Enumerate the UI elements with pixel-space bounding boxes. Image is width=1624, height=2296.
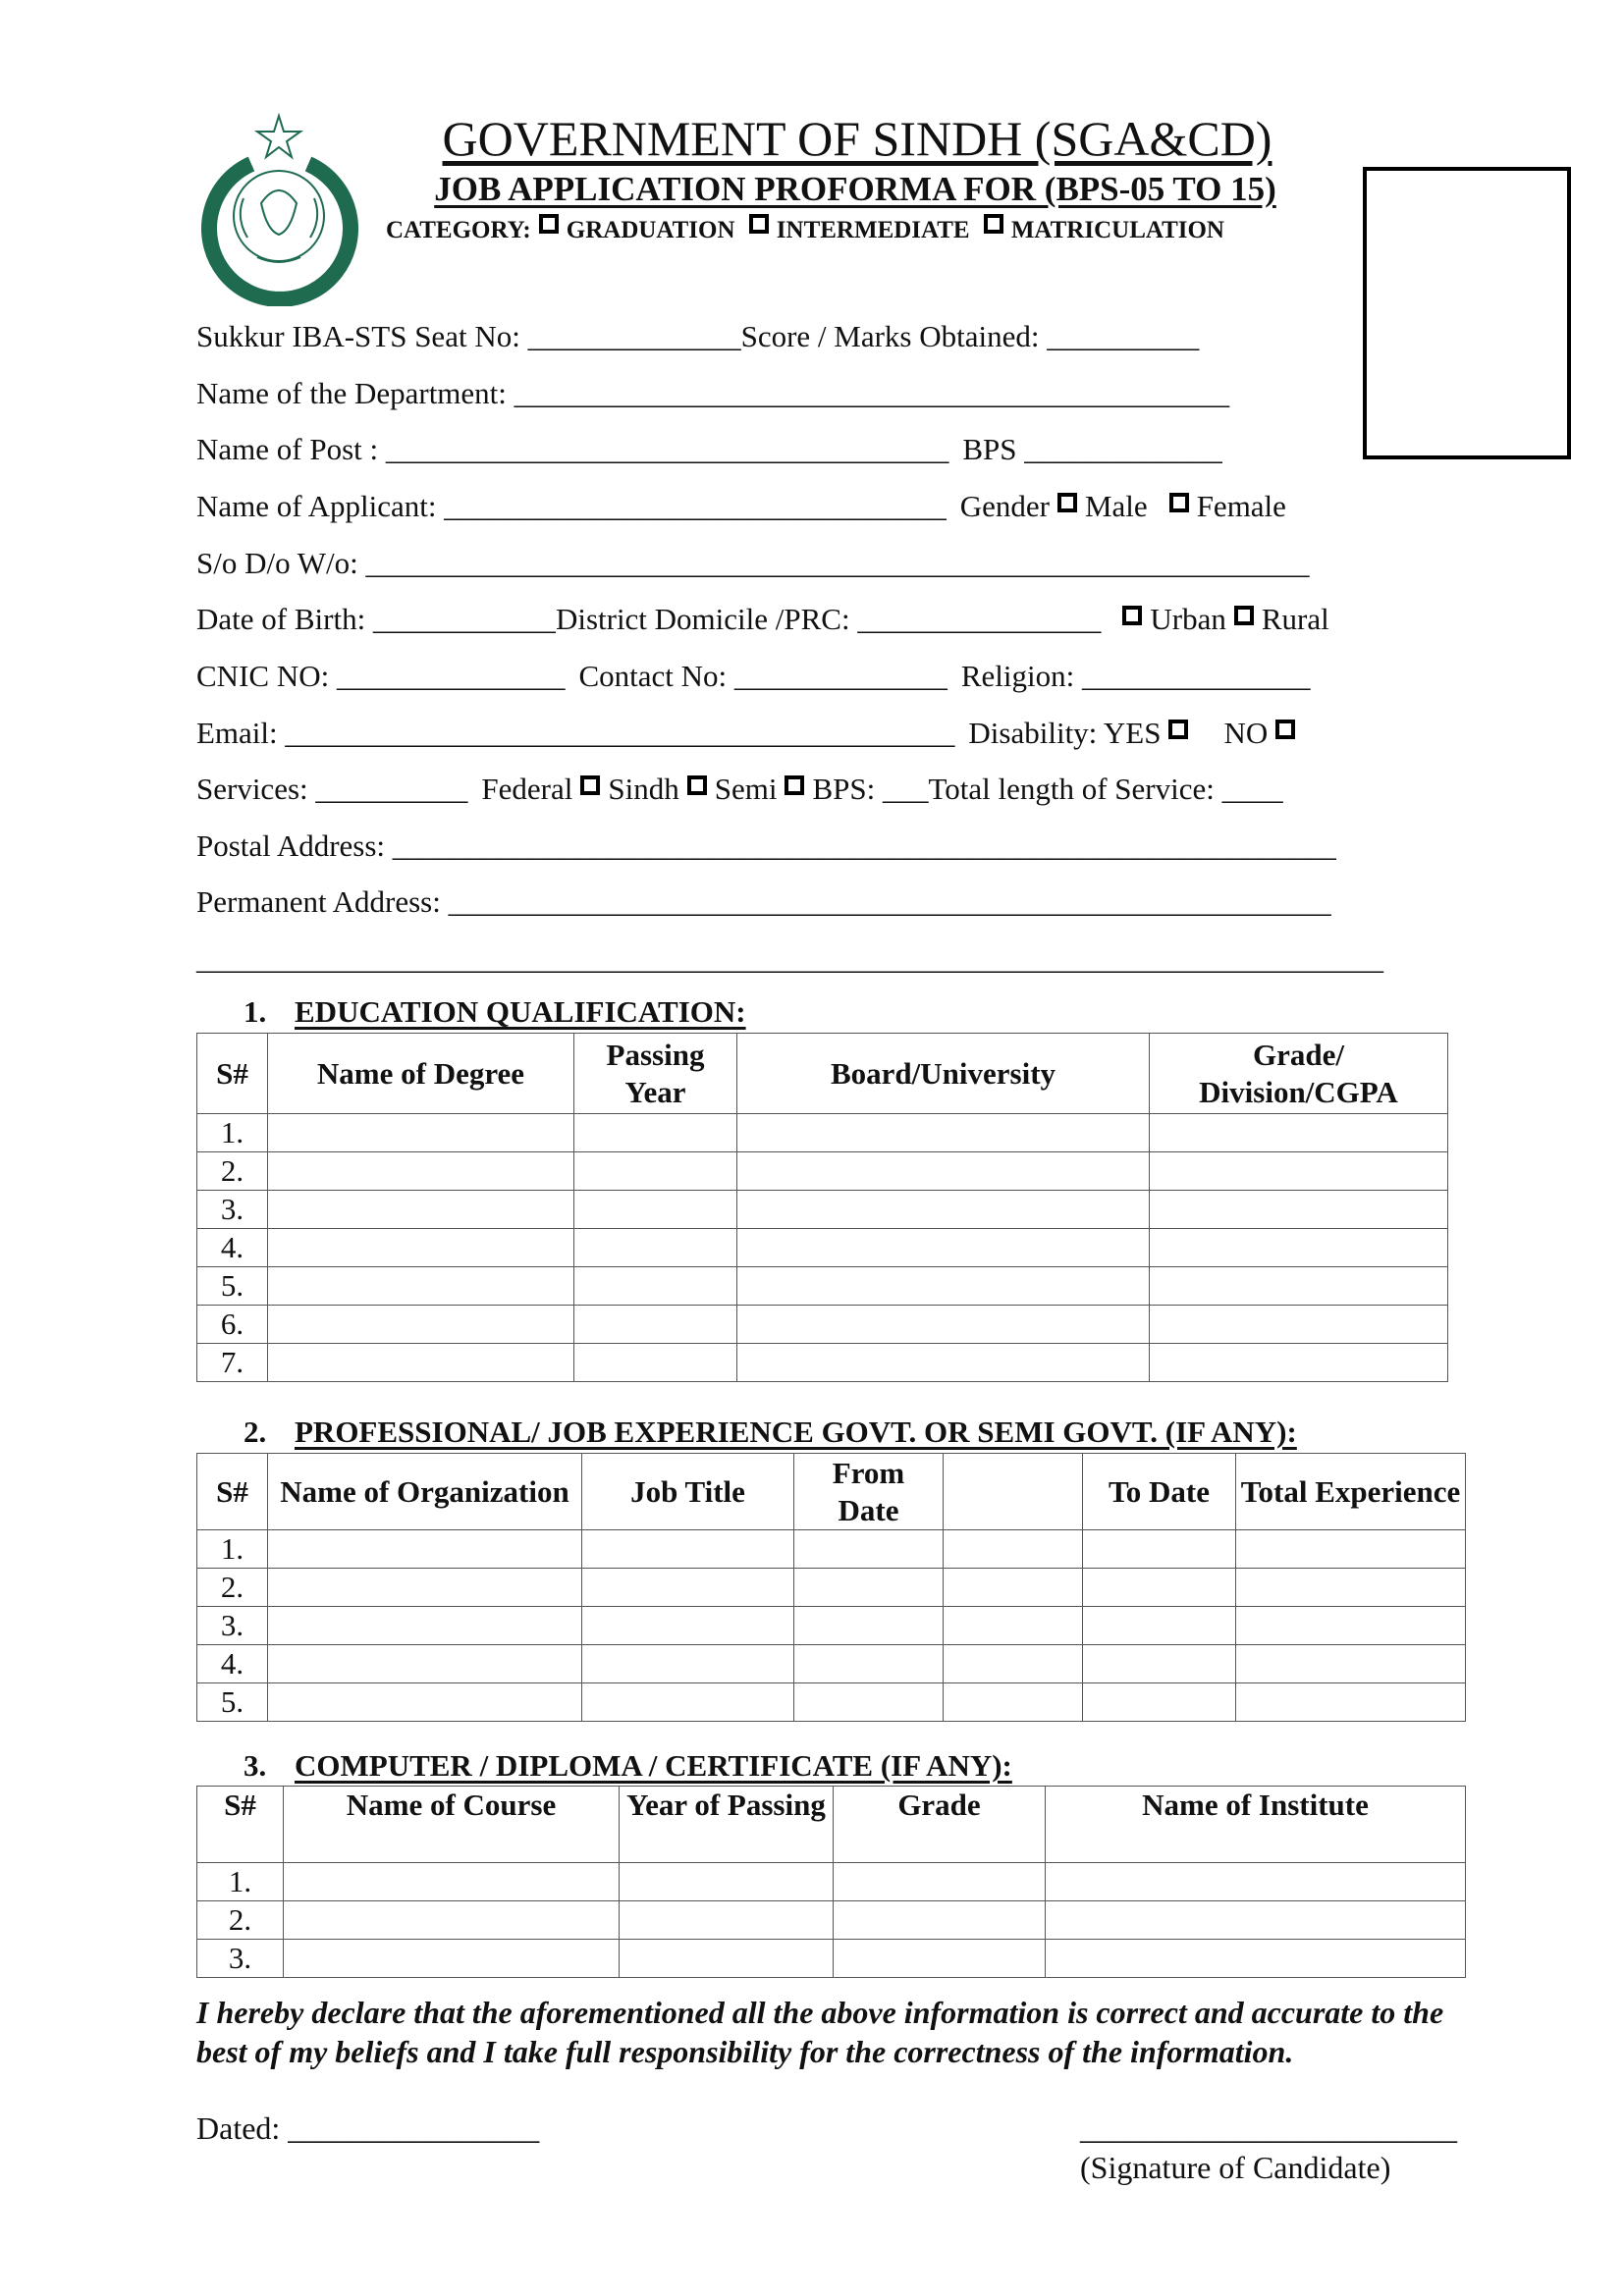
col-job-title: Job Title <box>582 1454 794 1530</box>
signature-line[interactable]: ________________________ <box>1080 2110 1457 2146</box>
category-intermediate-checkbox[interactable] <box>749 214 769 234</box>
table-row <box>197 1306 1448 1344</box>
sindh-label: Sindh <box>608 772 679 806</box>
table-row <box>197 1569 1466 1607</box>
row-number: 2. <box>197 1152 268 1191</box>
col-sn: S# <box>197 1787 284 1863</box>
experience-number: 2. <box>244 1415 267 1449</box>
table-cell[interactable] <box>1046 1901 1466 1940</box>
relation-field[interactable]: S/o D/o W/o: ______________________________________________________________ <box>196 546 1310 580</box>
col-from-date: From Date <box>794 1454 944 1530</box>
table-row <box>197 1152 1448 1191</box>
table-cell[interactable] <box>268 1306 574 1344</box>
row-number: 1. <box>197 1530 268 1569</box>
table-row <box>197 1267 1448 1306</box>
permanent-address-field[interactable]: Permanent Address: __________________________________________________________ <box>196 884 1331 919</box>
table-cell[interactable] <box>834 1901 1046 1940</box>
dob-field[interactable]: Date of Birth: ____________ <box>196 602 556 636</box>
semi-label: Semi <box>714 772 778 806</box>
post-field[interactable]: Name of Post : _____________________________________ <box>196 432 949 466</box>
table-cell[interactable] <box>268 1229 574 1267</box>
table-row <box>197 1683 1466 1722</box>
computer-number: 3. <box>244 1748 267 1783</box>
table-cell[interactable] <box>284 1940 620 1978</box>
female-label: Female <box>1196 489 1286 523</box>
total-service-field[interactable]: Total length of Service: ____ <box>928 772 1283 806</box>
table-cell[interactable] <box>1150 1191 1448 1229</box>
table-cell[interactable] <box>574 1344 737 1382</box>
services-row <box>196 770 1283 809</box>
table-cell[interactable] <box>944 1607 1083 1645</box>
table-cell[interactable] <box>582 1569 794 1607</box>
declaration-text: I hereby declare that the aforementioned all the above information is correct and accurate to the best of my beliefs and I take full responsibility for the correctness of the information. <box>196 1995 1444 2069</box>
table-cell[interactable] <box>794 1569 944 1607</box>
table-cell[interactable] <box>834 1863 1046 1901</box>
table-cell[interactable] <box>268 1114 574 1152</box>
postal-address-field[interactable]: Postal Address: ______________________________________________________________ <box>196 828 1336 863</box>
sindh-government-emblem <box>192 110 365 306</box>
table-cell[interactable] <box>582 1607 794 1645</box>
contact-field[interactable]: Contact No: ______________ <box>578 659 947 693</box>
row-number: 1. <box>197 1114 268 1152</box>
photo-box[interactable] <box>1363 167 1571 459</box>
category-graduation-checkbox[interactable] <box>539 214 559 234</box>
table-cell[interactable] <box>284 1901 620 1940</box>
table-row <box>197 1229 1448 1267</box>
federal-label: Federal <box>481 772 573 806</box>
education-heading-text: EDUCATION QUALIFICATION: <box>295 994 746 1029</box>
table-cell[interactable] <box>1046 1940 1466 1978</box>
applicant-row <box>196 487 1286 526</box>
table-row <box>197 1901 1466 1940</box>
table-cell[interactable] <box>1083 1530 1236 1569</box>
table-row <box>197 1114 1448 1152</box>
table-cell[interactable] <box>834 1940 1046 1978</box>
table-cell[interactable] <box>794 1645 944 1683</box>
federal-checkbox[interactable] <box>580 775 600 795</box>
signature-label: (Signature of Candidate) <box>1080 2150 1391 2185</box>
table-cell[interactable] <box>737 1152 1150 1191</box>
category-intermediate-label: INTERMEDIATE <box>776 217 970 243</box>
cnic-field[interactable]: CNIC NO: _______________ <box>196 659 566 693</box>
table-row <box>197 1191 1448 1229</box>
category-matriculation-label: MATRICULATION <box>1010 217 1224 243</box>
table-cell[interactable] <box>574 1191 737 1229</box>
table-cell[interactable] <box>574 1114 737 1152</box>
col-name-of-degree: Name of Degree <box>268 1034 574 1114</box>
table-cell[interactable] <box>1083 1683 1236 1722</box>
urban-checkbox[interactable] <box>1122 606 1142 625</box>
table-cell[interactable] <box>1236 1530 1466 1569</box>
col-passing-year: Passing Year <box>574 1034 737 1114</box>
experience-heading <box>244 1415 1297 1450</box>
urban-label: Urban <box>1150 602 1226 636</box>
col-blank <box>944 1454 1083 1530</box>
table-cell[interactable] <box>944 1569 1083 1607</box>
table-cell[interactable] <box>268 1607 582 1645</box>
table-cell[interactable] <box>582 1530 794 1569</box>
email-field[interactable]: Email: ____________________________________________ <box>196 716 955 750</box>
row-number: 6. <box>197 1306 268 1344</box>
score-field[interactable]: Score / Marks Obtained: __________ <box>740 319 1200 353</box>
table-cell[interactable] <box>574 1306 737 1344</box>
row-number: 7. <box>197 1344 268 1382</box>
table-cell[interactable] <box>284 1863 620 1901</box>
applicant-field[interactable]: Name of Applicant: _________________________________ <box>196 489 947 523</box>
table-cell[interactable] <box>1083 1645 1236 1683</box>
table-cell[interactable] <box>944 1683 1083 1722</box>
row-number: 3. <box>197 1940 284 1978</box>
col-grade: Grade <box>834 1787 1046 1863</box>
table-cell[interactable] <box>1150 1114 1448 1152</box>
education-heading <box>244 994 746 1030</box>
col-year-of-passing: Year of Passing <box>620 1787 834 1863</box>
row-number: 5. <box>197 1267 268 1306</box>
table-cell[interactable] <box>268 1267 574 1306</box>
table-cell[interactable] <box>268 1152 574 1191</box>
dated-field[interactable]: Dated: ________________ <box>196 2110 540 2146</box>
row-number: 4. <box>197 1645 268 1683</box>
col-name-of-organization: Name of Organization <box>268 1454 582 1530</box>
table-cell[interactable] <box>737 1114 1150 1152</box>
table-cell[interactable] <box>794 1530 944 1569</box>
religion-field[interactable]: Religion: _______________ <box>960 659 1311 693</box>
table-cell[interactable] <box>794 1683 944 1722</box>
col-board-university: Board/University <box>737 1034 1150 1114</box>
rural-checkbox[interactable] <box>1234 606 1254 625</box>
education-table <box>196 1033 1448 1382</box>
table-cell[interactable] <box>737 1344 1150 1382</box>
table-cell[interactable] <box>268 1683 582 1722</box>
table-cell[interactable] <box>944 1530 1083 1569</box>
disability-yes-label: Disability: YES <box>968 716 1162 750</box>
table-cell[interactable] <box>268 1344 574 1382</box>
col-sn: S# <box>197 1034 268 1114</box>
table-cell[interactable] <box>1150 1344 1448 1382</box>
experience-table <box>196 1453 1466 1722</box>
services-bps-field[interactable]: BPS: ___ <box>812 772 929 806</box>
table-cell[interactable] <box>737 1191 1150 1229</box>
table-cell[interactable] <box>1083 1569 1236 1607</box>
col-name-of-institute: Name of Institute <box>1046 1787 1466 1863</box>
category-label: CATEGORY: <box>386 217 531 243</box>
table-row <box>197 1607 1466 1645</box>
category-row <box>386 214 1224 244</box>
cnic-row <box>196 657 1311 696</box>
table-cell[interactable] <box>620 1901 834 1940</box>
col-to-date: To Date <box>1083 1454 1236 1530</box>
dob-row <box>196 600 1329 639</box>
table-cell[interactable] <box>1236 1683 1466 1722</box>
male-checkbox[interactable] <box>1057 493 1077 512</box>
table-cell[interactable] <box>574 1267 737 1306</box>
email-row <box>196 714 1303 753</box>
computer-heading-text: COMPUTER / DIPLOMA / CERTIFICATE (IF ANY): <box>295 1748 1012 1783</box>
table-cell[interactable] <box>268 1569 582 1607</box>
table-cell[interactable] <box>1150 1229 1448 1267</box>
computer-heading <box>244 1748 1012 1784</box>
table-row <box>197 1645 1466 1683</box>
table-cell[interactable] <box>944 1645 1083 1683</box>
table-cell[interactable] <box>1236 1645 1466 1683</box>
table-cell[interactable] <box>737 1229 1150 1267</box>
category-matriculation-checkbox[interactable] <box>984 214 1003 234</box>
computer-table <box>196 1786 1466 1978</box>
table-cell[interactable] <box>1150 1152 1448 1191</box>
category-graduation-label: GRADUATION <box>566 217 735 243</box>
bps-field[interactable]: BPS _____________ <box>962 432 1222 466</box>
table-cell[interactable] <box>620 1863 834 1901</box>
table-cell[interactable] <box>1150 1267 1448 1306</box>
table-cell[interactable] <box>737 1306 1150 1344</box>
table-cell[interactable] <box>737 1267 1150 1306</box>
department-field[interactable]: Name of the Department: _______________________________________________ <box>196 376 1230 410</box>
table-row <box>197 1940 1466 1978</box>
page-subtitle: JOB APPLICATION PROFORMA FOR (BPS-05 TO 15) <box>434 170 1276 208</box>
rural-label: Rural <box>1261 602 1329 636</box>
semi-checkbox[interactable] <box>785 775 804 795</box>
col-sn: S# <box>197 1454 268 1530</box>
table-row <box>197 1863 1466 1901</box>
address-continuation-line[interactable]: ______________________________________________________________________________ <box>196 941 1383 976</box>
row-number: 2. <box>197 1569 268 1607</box>
row-number: 3. <box>197 1607 268 1645</box>
col-total-experience: Total Experience <box>1236 1454 1466 1530</box>
seat-no-field[interactable]: Sukkur IBA-STS Seat No: ______________ <box>196 319 741 353</box>
table-cell[interactable] <box>582 1683 794 1722</box>
disability-yes-checkbox[interactable] <box>1168 720 1188 739</box>
table-cell[interactable] <box>1083 1607 1236 1645</box>
male-label: Male <box>1084 489 1148 523</box>
table-row <box>197 1344 1448 1382</box>
female-checkbox[interactable] <box>1169 493 1189 512</box>
disability-no-label: NO <box>1223 716 1269 750</box>
table-cell[interactable] <box>268 1645 582 1683</box>
disability-no-checkbox[interactable] <box>1275 720 1295 739</box>
row-number: 3. <box>197 1191 268 1229</box>
table-row <box>197 1530 1466 1569</box>
table-cell[interactable] <box>268 1530 582 1569</box>
domicile-field[interactable]: District Domicile /PRC: ________________ <box>555 602 1102 636</box>
row-number: 4. <box>197 1229 268 1267</box>
post-row <box>196 430 1222 469</box>
table-cell[interactable] <box>1150 1306 1448 1344</box>
col-grade-division: Grade/ Division/CGPA <box>1150 1034 1448 1114</box>
table-cell[interactable] <box>1236 1569 1466 1607</box>
table-cell[interactable] <box>268 1191 574 1229</box>
table-cell[interactable] <box>620 1940 834 1978</box>
education-number: 1. <box>244 994 267 1029</box>
page-title: GOVERNMENT OF SINDH (SGA&CD) <box>442 111 1272 166</box>
table-cell[interactable] <box>574 1229 737 1267</box>
row-number: 5. <box>197 1683 268 1722</box>
seat-score-row <box>196 317 1199 356</box>
gender-label: Gender <box>959 489 1050 523</box>
table-cell[interactable] <box>574 1152 737 1191</box>
table-cell[interactable] <box>1046 1863 1466 1901</box>
sindh-checkbox[interactable] <box>687 775 707 795</box>
col-name-of-course: Name of Course <box>284 1787 620 1863</box>
row-number: 1. <box>197 1863 284 1901</box>
table-cell[interactable] <box>1236 1607 1466 1645</box>
row-number: 2. <box>197 1901 284 1940</box>
experience-heading-text: PROFESSIONAL/ JOB EXPERIENCE GOVT. OR SEMI GOVT. (IF ANY): <box>295 1415 1297 1449</box>
table-cell[interactable] <box>582 1645 794 1683</box>
services-field[interactable]: Services: __________ <box>196 772 468 806</box>
table-cell[interactable] <box>794 1607 944 1645</box>
